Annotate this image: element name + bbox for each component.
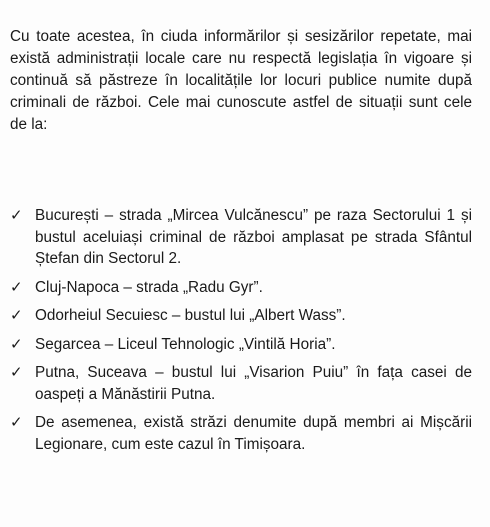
list-item-text: Odorheiul Secuiesc – bustul lui „Albert Wass”. [35,307,346,324]
list-item-text: Cluj-Napoca – strada „Radu Gyr”. [35,278,263,296]
list-item-text: Putna, Suceava – bustul lui „Visarion Puiu” în fața casei de oaspeți a Mănăstirii Putna. [35,364,472,403]
checkmark-icon: ✓ [10,206,23,224]
checkmark-icon: ✓ [10,334,23,353]
locations-list [10,205,472,462]
checkmark-icon: ✓ [10,277,23,296]
checkmark-icon: ✓ [10,363,23,381]
checkmark-icon: ✓ [10,413,23,431]
checkmark-icon: ✓ [10,306,23,324]
list-item-text: Segarcea – Liceul Tehnologic „Vintilă Horia”. [35,335,336,353]
list-item-text: De asemenea, există străzi denumite după membri ai Mișcării Legionare, cum este cazul în Timișoara. [35,414,472,453]
list-item-putna [10,362,472,405]
list-item-timisoara [10,412,472,455]
list-item-cluj [10,277,472,299]
list-item-segarcea [10,334,472,356]
list-item-bucuresti [10,205,472,270]
intro-paragraph: Cu toate acestea, în ciuda informărilor și sesizărilor repetate, mai există administrații locale care nu respectă legislația în vigoare și continuă să păstreze în localitățile lor locuri publice numite după criminali de război. Cele mai cunoscute astfel de situații sunt cele de la: [10,28,472,133]
list-item-odorheiu [10,305,472,327]
list-item-text: București – strada „Mircea Vulcănescu” pe raza Sectorului 1 și bustul aceluiași criminal de război amplasat pe strada Sfântul Ștefan din Sectorul 2. [35,207,472,267]
